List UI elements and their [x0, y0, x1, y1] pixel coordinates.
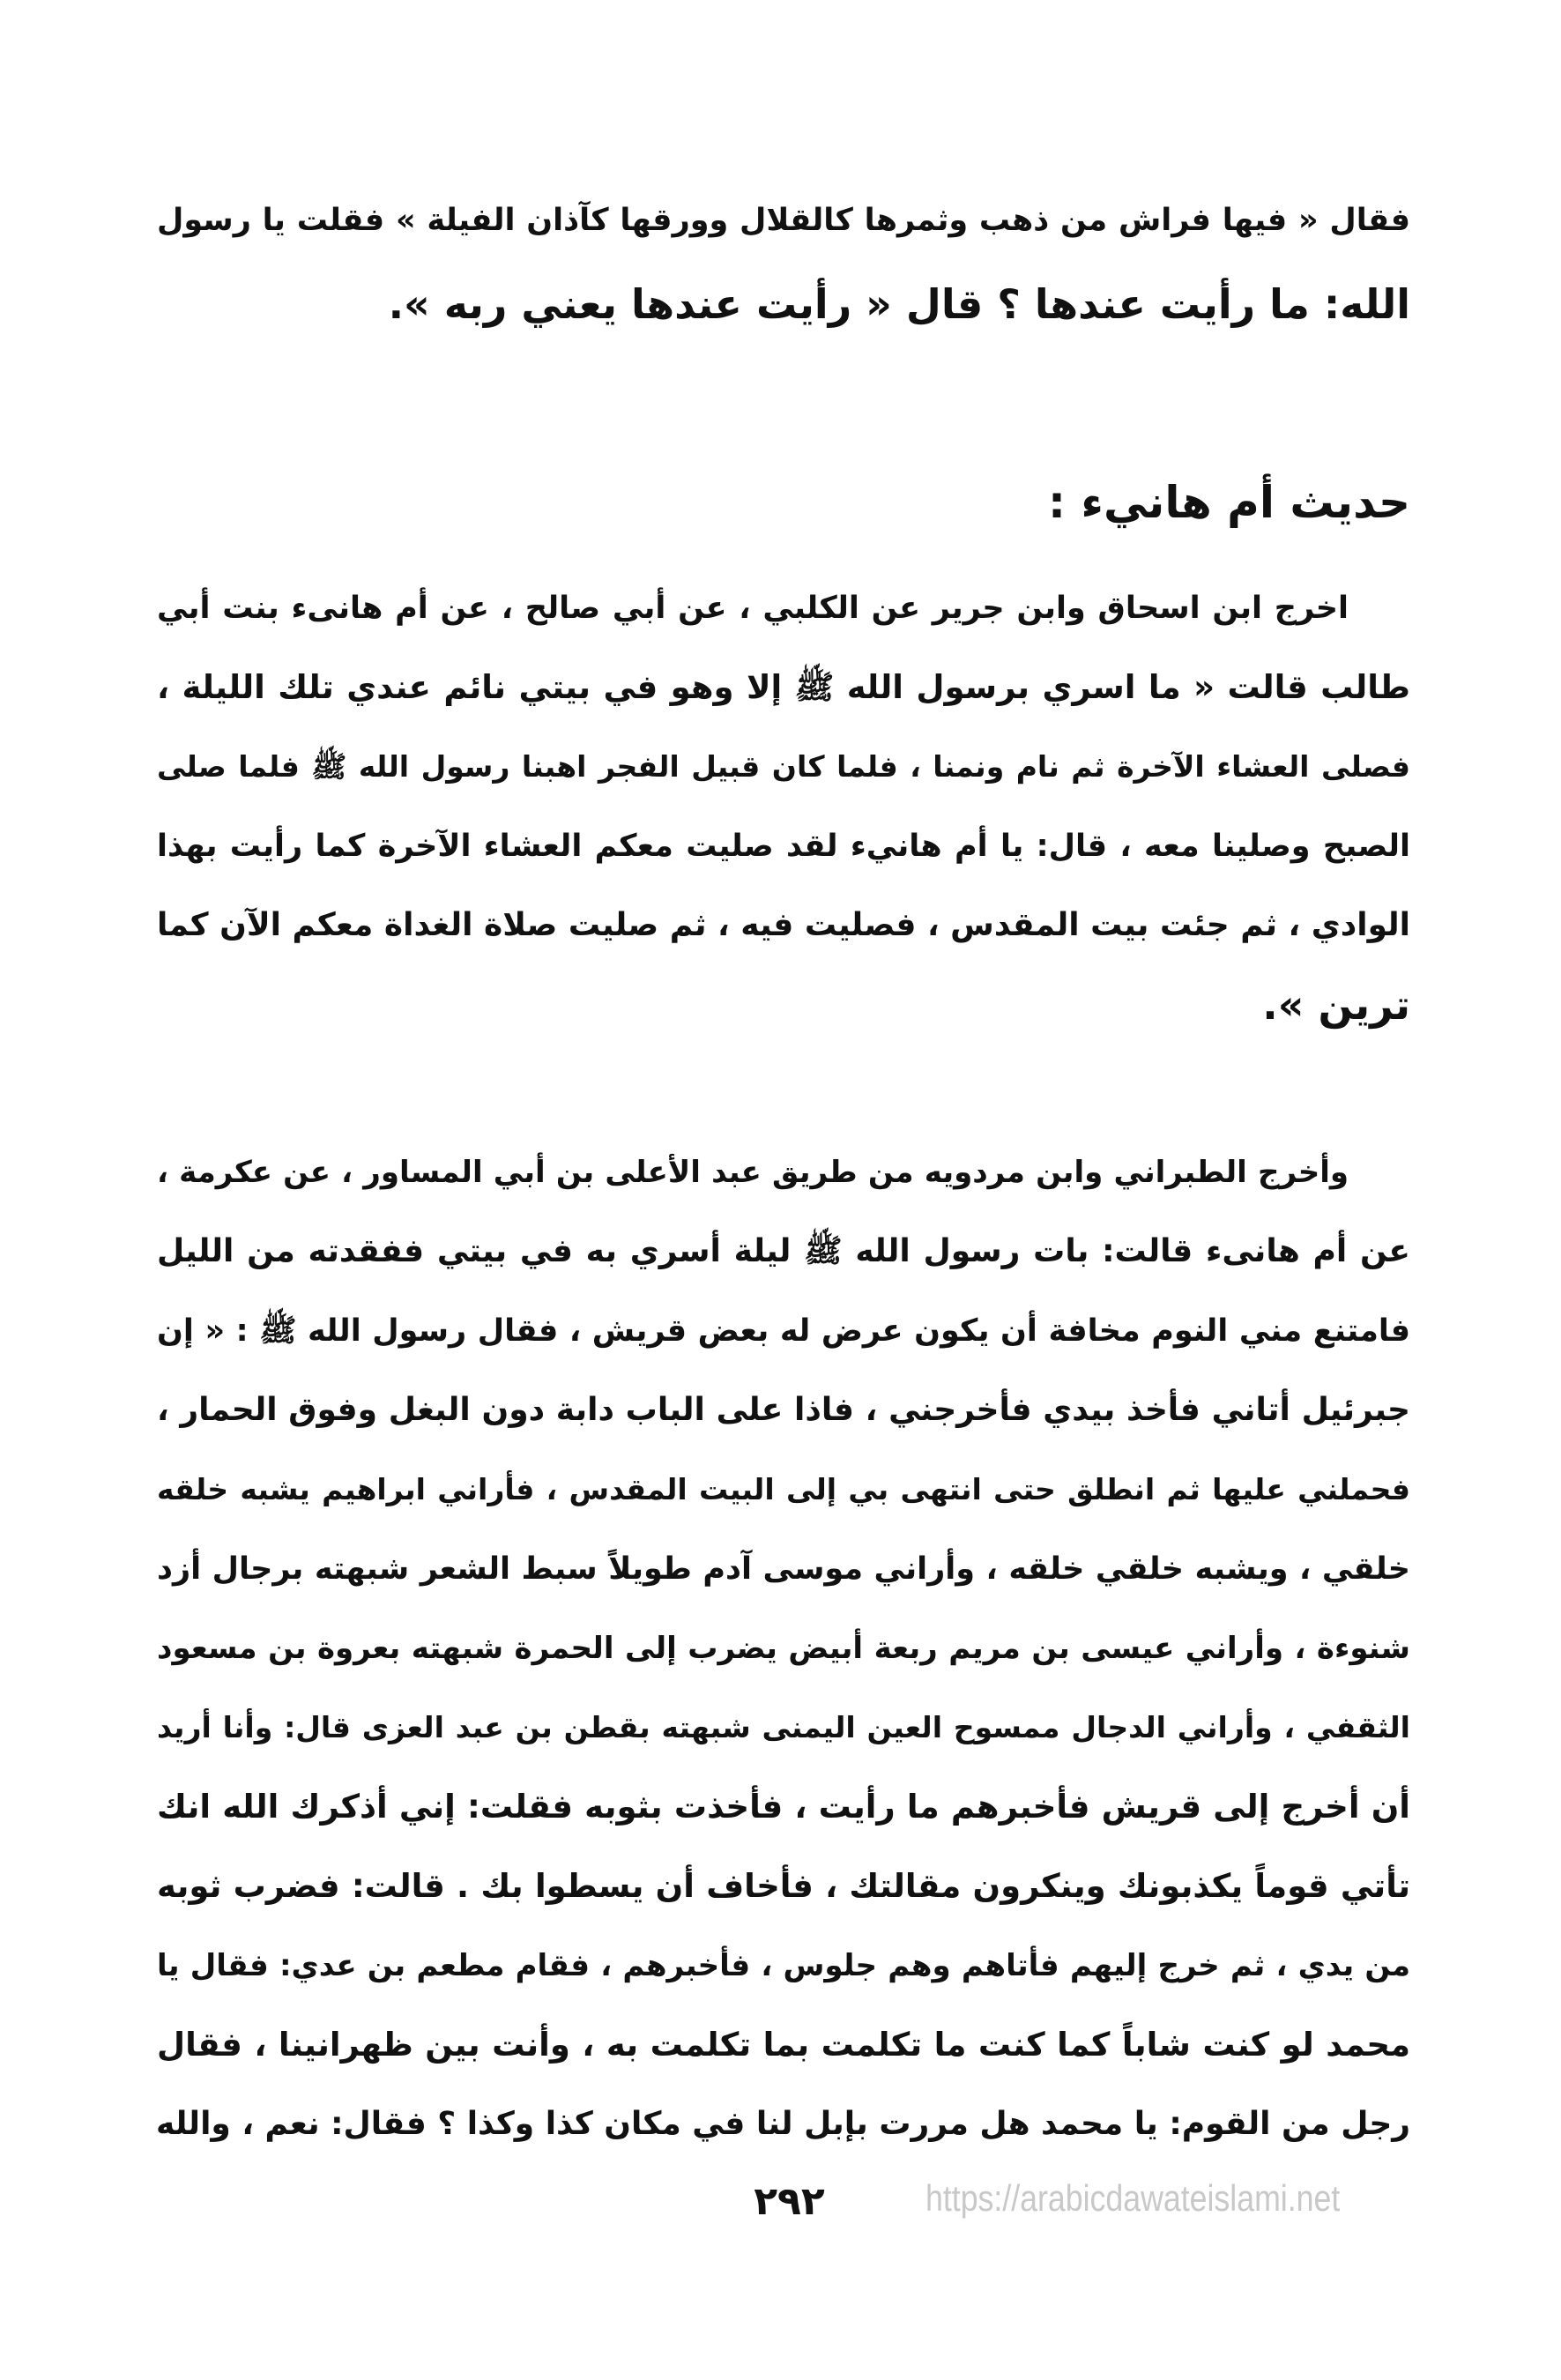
- text-line: الله: ما رأيت عندها ؟ قال « رأيت عندها يعني ربه ».: [388, 280, 1410, 328]
- text-line: محمد لو كنت شاباً كما كنت ما تكلمت بما تكلمت به ، وأنت بين ظهرانينا ، فقال: [157, 2026, 1410, 2064]
- page-number-text: ٢٩٢: [754, 2179, 825, 2224]
- text-line: الصبح وصلينا معه ، قال: يا أم هانيء لقد صليت معكم العشاء الآخرة كما رأيت بهذا: [157, 829, 1410, 864]
- text-line: فقال « فيها فراش من ذهب وثمرها كالقلال وورقها كآذان الفيلة » فقلت يا رسول: [157, 203, 1410, 238]
- text-line: أن أخرج إلى قريش فأخبرهم ما رأيت ، فأخذت بثوبه فقلت: إني أذكرك الله انك: [157, 1788, 1410, 1826]
- text-line: الوادي ، ثم جئت بيت المقدس ، فصليت فيه ، ثم صليت صلاة الغداة معكم الآن كما: [157, 907, 1410, 943]
- text-line: جبرئيل أتاني فأخذ بيدي فأخرجني ، فاذا على الباب دابة دون البغل وفوق الحمار ،: [157, 1392, 1410, 1428]
- text-line: من يدي ، ثم خرج إليهم فأتاهم وهم جلوس ، فأخبرهم ، فقام مطعم بن عدي: فقال يا: [157, 1948, 1410, 1983]
- section-heading: حديث أم هانيء :: [1048, 477, 1410, 528]
- text-line: اخرج ابن اسحاق وابن جرير عن الكلبي ، عن أبي صالح ، عن أم هانىء بنت أبي: [157, 591, 1349, 626]
- text-line: ترين ».: [1262, 981, 1410, 1029]
- watermark-url: https://arabicdawateislami.net: [925, 2177, 1341, 2219]
- text-line: تأتي قوماً يكذبونك وينكرون مقالتك ، فأخاف أن يسطوا بك . قالت: فضرب ثوبه: [157, 1867, 1410, 1905]
- text-line: فامتنع مني النوم مخافة أن يكون عرض له بعض قريش ، فقال رسول الله ﷺ : « إن: [157, 1313, 1410, 1349]
- text-line: عن أم هانىء قالت: بات رسول الله ﷺ ليلة أسري به في بيتي ففقدته من الليل: [157, 1233, 1410, 1269]
- text-line: رجل من القوم: يا محمد هل مررت بإبل لنا في مكان كذا وكذا ؟ فقال: نعم ، والله: [156, 2106, 1410, 2142]
- text-line: فصلى العشاء الآخرة ثم نام ونمنا ، فلما كان قبيل الفجر اهبنا رسول الله ﷺ فلما صلى: [157, 749, 1410, 784]
- text-line: وأخرج الطبراني وابن مردويه من طريق عبد الأعلى بن أبي المساور ، عن عكرمة ،: [157, 1155, 1349, 1190]
- text-line: شنوءة ، وأراني عيسى بن مريم ربعة أبيض يضرب إلى الحمرة شبهته بعروة بن مسعود: [157, 1631, 1410, 1666]
- text-line: الثقفي ، وأراني الدجال ممسوح العين اليمنى شبهته بقطن بن عبد العزى قال: وأنا أريد: [157, 1710, 1410, 1744]
- text-line: طالب قالت « ما اسري برسول الله ﷺ إلا وهو في بيتي نائم عندي تلك الليلة ،: [157, 668, 1410, 706]
- text-line: فحملني عليها ثم انطلق حتى انتهى بي إلى البيت المقدس ، فأراني ابراهيم يشبه خلقه: [157, 1472, 1410, 1506]
- text-line: خلقي ، ويشبه خلقي خلقه ، وأراني موسى آدم طويلاً سبط الشعر شبهته برجال أزد: [157, 1551, 1410, 1587]
